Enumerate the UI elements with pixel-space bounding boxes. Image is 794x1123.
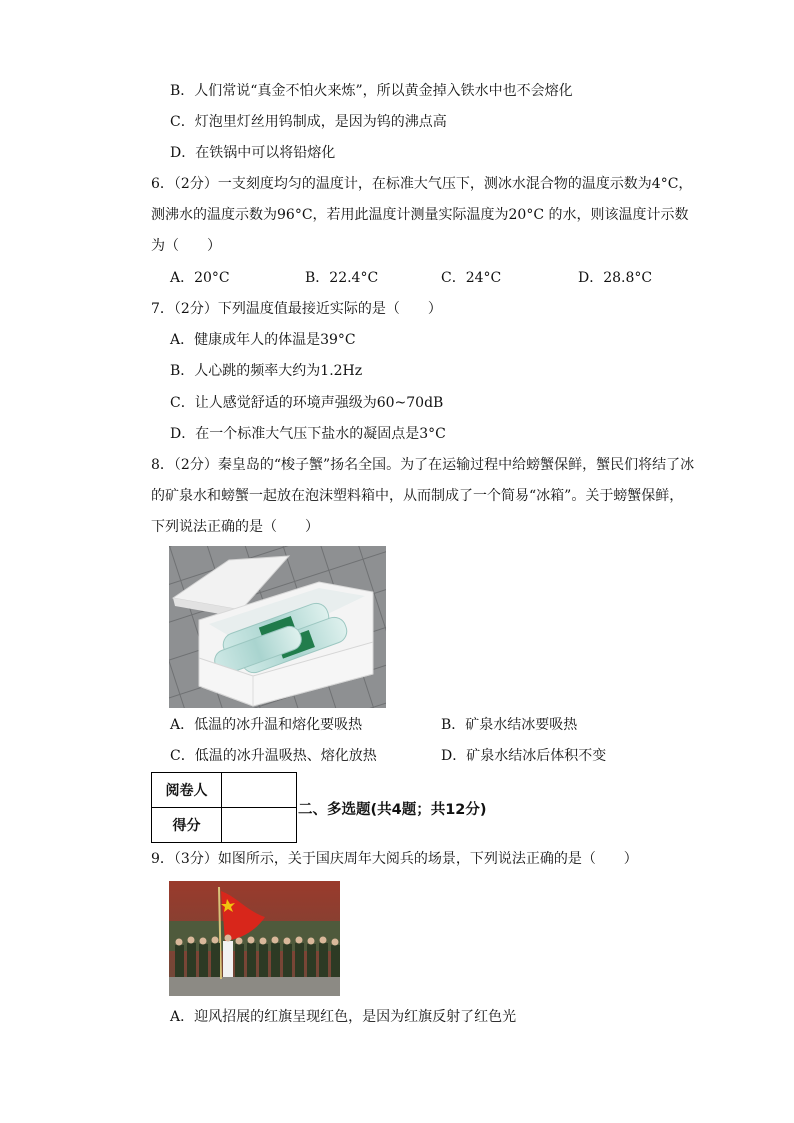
- q9-stem: 9．（3分）如图所示，关于国庆周年大阅兵的场景，下列说法正确的是（ ）: [151, 851, 638, 867]
- score-label: 得分: [152, 808, 222, 843]
- q8-stem-line2: 的矿泉水和螃蟹一起放在泡沫塑料箱中，从而制成了一个简易“冰箱”。关于螃蟹保鲜，: [151, 488, 684, 504]
- q7-stem: 7．（2分）下列温度值最接近实际的是（ ）: [151, 301, 442, 317]
- section-2-title: 二、多选题(共4题；共12分): [298, 802, 487, 818]
- q9-option-a: A．迎风招展的红旗呈现红色，是因为红旗反射了红色光: [170, 1009, 517, 1025]
- parade-photo: [169, 881, 340, 996]
- q6-option-d: D．28.8°C: [578, 270, 653, 286]
- q8-option-c: C．低温的冰升温吸热、熔化放热: [170, 748, 377, 764]
- q6-option-b: B．22.4°C: [305, 270, 379, 286]
- score-box: [151, 772, 297, 843]
- q5-option-d: D．在铁锅中可以将铅熔化: [170, 145, 336, 161]
- q6-option-c: C．24°C: [441, 270, 502, 286]
- q8-option-a: A．低温的冰升温和熔化要吸热: [170, 717, 363, 733]
- q8-stem-line1: 8．（2分）秦皇岛的“梭子蟹”扬名全国。为了在运输过程中给螃蟹保鲜，蟹民们将结了冰: [151, 457, 695, 473]
- q6-stem-line2: 测沸水的温度示数为96°C，若用此温度计测量实际温度为20°C 的水，则该温度计示数: [151, 207, 689, 223]
- score-field[interactable]: [222, 808, 297, 843]
- reviewer-label: 阅卷人: [152, 773, 222, 808]
- q8-option-d: D．矿泉水结冰后体积不变: [441, 748, 607, 764]
- q6-option-a: A．20°C: [170, 270, 230, 286]
- q6-stem-line1: 6．（2分）一支刻度均匀的温度计，在标准大气压下，测冰水混合物的温度示数为4°C，: [151, 176, 693, 192]
- foam-box-photo: [169, 546, 386, 708]
- q6-stem-line3: 为（ ）: [151, 238, 221, 254]
- q7-option-b: B．人心跳的频率大约为1.2Hz: [170, 363, 363, 379]
- q5-option-c: C．灯泡里灯丝用钨制成，是因为钨的沸点高: [170, 114, 447, 130]
- q7-option-a: A．健康成年人的体温是39°C: [170, 332, 356, 348]
- q8-option-b: B．矿泉水结冰要吸热: [441, 717, 578, 733]
- q8-stem-line3: 下列说法正确的是（ ）: [151, 519, 319, 535]
- reviewer-field[interactable]: [222, 773, 297, 808]
- q5-option-b: B．人们常说“真金不怕火来炼”，所以黄金掉入铁水中也不会熔化: [170, 83, 573, 99]
- q7-option-c: C．让人感觉舒适的环境声强级为60~70dB: [170, 395, 444, 411]
- q7-option-d: D．在一个标准大气压下盐水的凝固点是3°C: [170, 426, 446, 442]
